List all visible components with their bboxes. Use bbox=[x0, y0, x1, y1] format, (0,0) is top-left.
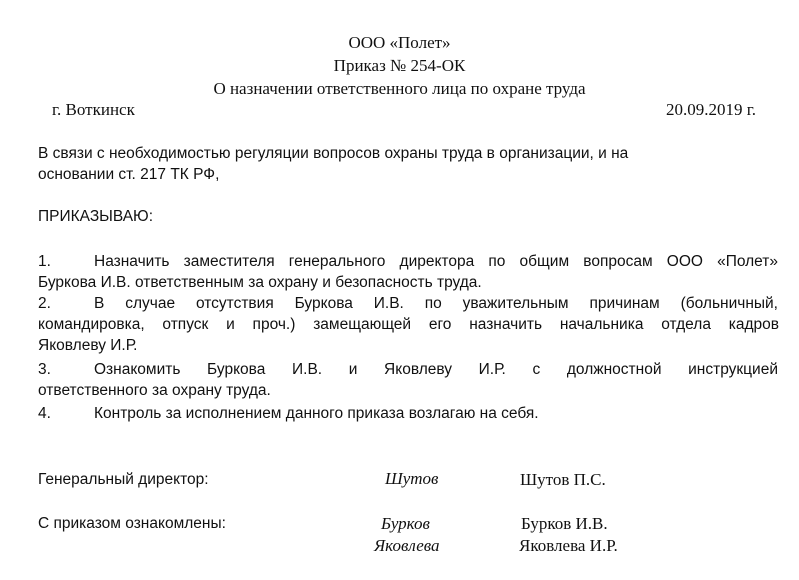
item-4-line-1: Контроль за исполнением данного приказа возлагаю на себя. bbox=[94, 405, 539, 422]
order-word: ПРИКАЗЫВАЮ: bbox=[38, 208, 154, 225]
director-label: Генеральный директор: bbox=[38, 471, 209, 488]
order-number: Приказ № 254-ОК bbox=[333, 56, 466, 75]
item-1-line-1: Назначить заместителя генерального директора по общим вопросам ООО «Полет» bbox=[94, 253, 778, 270]
item-2-number: 2. bbox=[38, 295, 51, 312]
preamble-line-2: основании ст. 217 ТК РФ, bbox=[38, 166, 220, 183]
person-2-signature: Яковлева bbox=[374, 536, 440, 555]
item-2-line-1: В случае отсутствия Буркова И.В. по уважительным причинам (больничный, bbox=[94, 295, 778, 312]
item-3-line-1: Ознакомить Буркова И.В. и Яковлеву И.Р. с должностной инструкцией bbox=[94, 361, 778, 378]
order-subject: О назначении ответственного лица по охране труда bbox=[213, 79, 586, 98]
item-4-number: 4. bbox=[38, 405, 51, 422]
item-1-number: 1. bbox=[38, 253, 51, 270]
item-2-line-3: Яковлеву И.Р. bbox=[38, 337, 138, 354]
item-1-line-2: Буркова И.В. ответственным за охрану и безопасность труда. bbox=[38, 274, 482, 291]
company-name: ООО «Полет» bbox=[348, 33, 451, 52]
person-2-name: Яковлева И.Р. bbox=[519, 536, 618, 555]
preamble-line-1: В связи с необходимостью регуляции вопросов охраны труда в организации, и на bbox=[38, 145, 629, 162]
acquainted-label: С приказом ознакомлены: bbox=[38, 515, 226, 532]
director-name: Шутов П.С. bbox=[520, 470, 606, 489]
director-signature: Шутов bbox=[385, 469, 439, 488]
person-1-name: Бурков И.В. bbox=[521, 514, 608, 533]
order-date: 20.09.2019 г. bbox=[665, 100, 756, 119]
item-2-line-2: командировка, отпуск и проч.) замещающей его назначить начальника отдела кадров bbox=[38, 316, 779, 333]
item-3-line-2: ответственного за охрану труда. bbox=[38, 382, 271, 399]
city: г. Воткинск bbox=[52, 100, 135, 119]
item-3-number: 3. bbox=[38, 361, 51, 378]
person-1-signature: Бурков bbox=[381, 514, 430, 533]
